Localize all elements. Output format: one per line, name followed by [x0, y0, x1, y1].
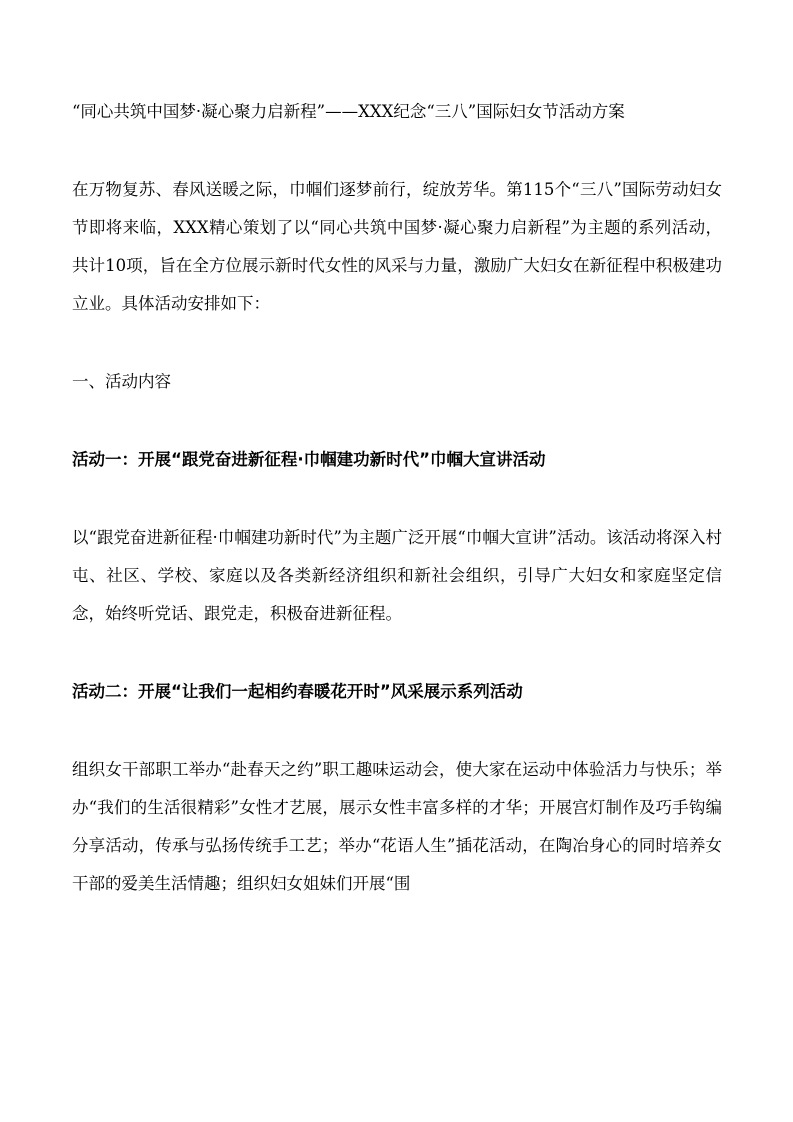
spacer	[72, 401, 722, 441]
spacer	[72, 633, 722, 673]
spacer	[72, 323, 722, 363]
activity-heading: 活动一：开展“跟党奋进新征程·巾帼建功新时代”巾帼大宣讲活动	[72, 450, 546, 469]
activity-body: 组织女干部职工举办“赴春天之约”职工趣味运动会，使大家在运动中体验活力与快乐；举办“我们的生活很精彩”女性才艺展，展示女性丰富多样的才华；开展宫灯制作及巧手钩编分享活动，传承与弘扬传统手工艺；举办“花语人生”插花活动，在陶冶身心的同时培养女干部的爱美生活情趣；组织妇女姐妹们开展“围	[72, 760, 722, 893]
activity-heading: 活动二：开展“让我们一起相约春暖花开时”风采展示系列活动	[72, 682, 523, 701]
intro-paragraph: 在万物复苏、春风送暖之际，巾帼们逐梦前行，绽放芳华。第115个“三八”国际劳动妇女节即将来临，XXX精心策划了以“同心共筑中国梦·凝心聚力启新程”为主题的系列活动，共计10项，旨在全方位展示新时代女性的风采与力量，激励广大妇女在新征程中积极建功立业。具体活动安排如下：	[72, 180, 722, 313]
spacer	[72, 711, 722, 751]
document-title: “同心共筑中国梦·凝心聚力启新程”——XXX纪念“三八”国际妇女节活动方案	[72, 102, 625, 121]
activity-body: 以“跟党奋进新征程·巾帼建功新时代”为主题广泛开展“巾帼大宣讲”活动。该活动将深入村屯、社区、学校、家庭以及各类新经济组织和新社会组织，引导广大妇女和家庭坚定信念，始终听党话、跟党走，积极奋进新征程。	[72, 528, 722, 623]
spacer	[72, 131, 722, 171]
section-heading: 一、活动内容	[72, 372, 171, 391]
spacer	[72, 479, 722, 519]
document-page	[72, 93, 722, 903]
